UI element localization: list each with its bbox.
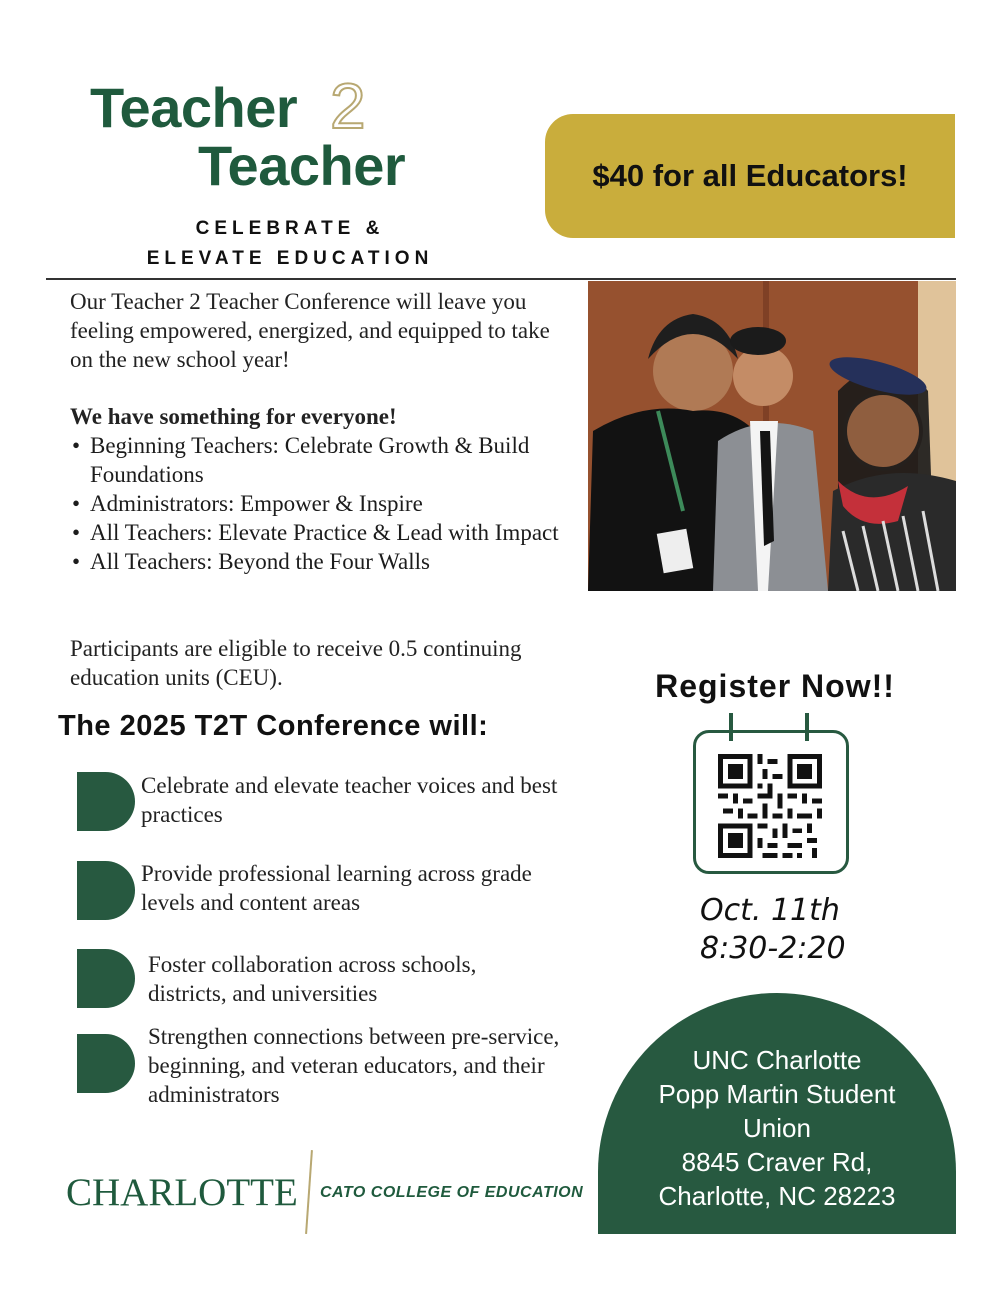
logo-teacher-line1: Teacher xyxy=(90,76,298,139)
university-logo: CHARLOTTE xyxy=(66,1171,298,1214)
conference-heading: The 2025 T2T Conference will: xyxy=(58,710,489,742)
header-divider xyxy=(46,278,956,280)
goal-shape-icon xyxy=(77,772,135,831)
event-time: 8:30-2:20 xyxy=(700,931,846,966)
venue-line: UNC Charlotte xyxy=(692,1045,862,1075)
qr-code-icon[interactable] xyxy=(718,754,822,858)
list-item: • Beginning Teachers: Celebrate Growth & Build Foundations xyxy=(70,431,570,489)
venue-line: 8845 Craver Rd, xyxy=(681,1147,873,1177)
price-text: $40 for all Educators! xyxy=(592,158,908,193)
everyone-list xyxy=(70,431,570,576)
price-banner xyxy=(545,114,955,238)
goal-shape-icon xyxy=(77,949,135,1008)
logo-teacher-line2: Teacher xyxy=(198,134,406,197)
goal-text: Strengthen connections between pre-service, beginning, and veteran educators, and their administrators xyxy=(148,1024,560,1107)
goal-text: Celebrate and elevate teacher voices and best practices xyxy=(141,773,558,827)
ceu-paragraph: Participants are eligible to receive 0.5 continuing education units (CEU). xyxy=(70,636,522,690)
tagline xyxy=(100,214,480,274)
venue-line: Popp Martin Student xyxy=(658,1079,896,1109)
everyone-heading: We have something for everyone! xyxy=(70,404,397,429)
goal-text: Foster collaboration across schools, districts, and universities xyxy=(148,952,477,1006)
tagline-line1: CELEBRATE & xyxy=(195,218,385,239)
goal-shape-icon xyxy=(77,1034,135,1093)
intro-paragraph: Our Teacher 2 Teacher Conference will leave you feeling empowered, energized, and equipped to take on the new school year! xyxy=(70,289,550,372)
event-photo xyxy=(588,281,956,591)
event-date: Oct. 11th xyxy=(700,893,840,928)
calendar-ring-left xyxy=(729,713,733,741)
venue-line: Charlotte, NC 28223 xyxy=(658,1181,896,1211)
venue-panel xyxy=(598,993,956,1234)
register-heading: Register Now!! xyxy=(655,668,895,704)
calendar-ring-right xyxy=(805,713,809,741)
logo-two: 2 xyxy=(330,70,366,142)
list-item: • All Teachers: Beyond the Four Walls xyxy=(70,547,570,576)
photo-illustration xyxy=(588,281,956,591)
college-name: CATO COLLEGE OF EDUCATION xyxy=(320,1184,584,1201)
goal-text: Provide professional learning across grade levels and content areas xyxy=(141,861,532,915)
list-item: • All Teachers: Elevate Practice & Lead with Impact xyxy=(70,518,570,547)
list-item: • Administrators: Empower & Inspire xyxy=(70,489,570,518)
venue-line: Union xyxy=(743,1113,811,1143)
tagline-line2: ELEVATE EDUCATION xyxy=(146,248,434,269)
logo-divider xyxy=(305,1150,312,1234)
goal-shape-icon xyxy=(77,861,135,920)
